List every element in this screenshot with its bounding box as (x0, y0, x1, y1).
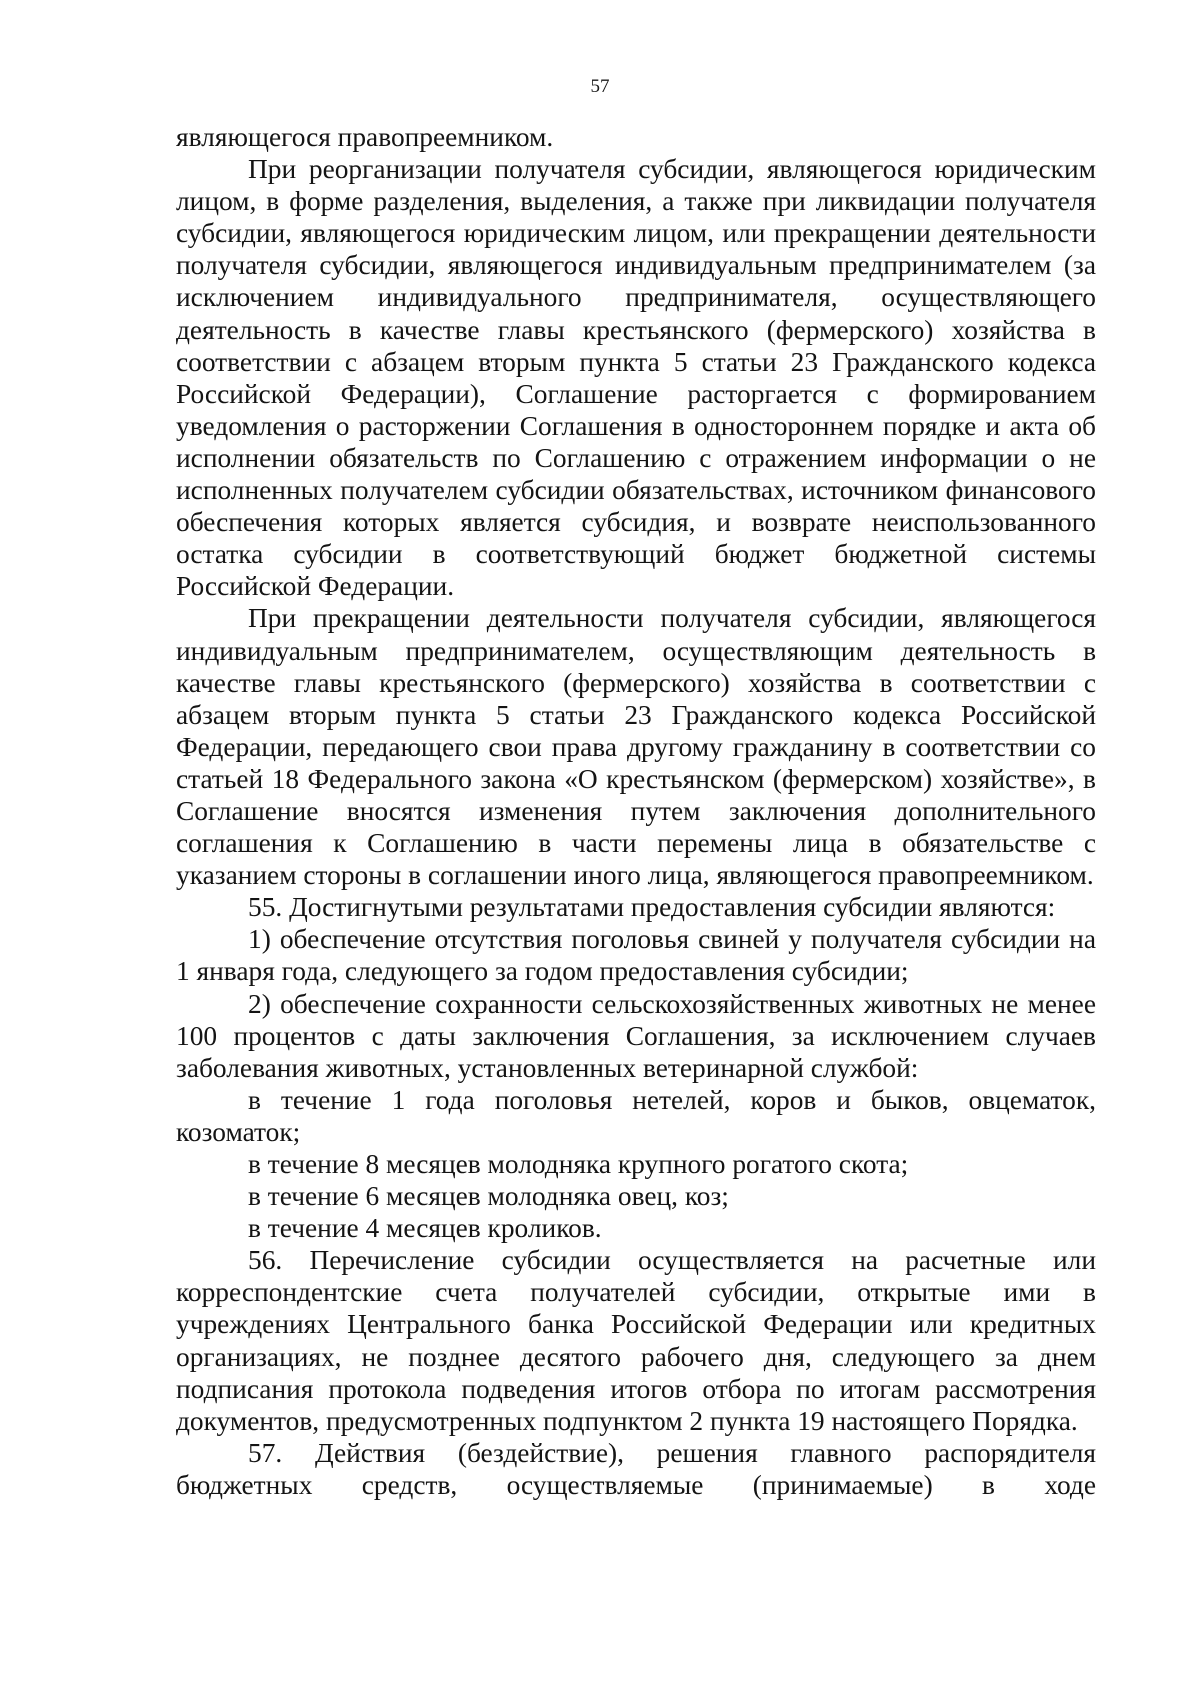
list-item-55-1: 1) обеспечение отсутствия поголовья свиней у получателя субсидии на 1 января года, следующего за годом предоставления субсидии; (176, 924, 1096, 987)
list-item-55-2: 2) обеспечение сохранности сельскохозяйственных животных не менее 100 процентов с даты заключения Соглашения, за исключением случаев заболевания животных, установленных ветеринарной службой: (176, 988, 1096, 1083)
paragraph-continuation: являющегося правопреемником. (176, 122, 554, 152)
paragraph-reorganization: При реорганизации получателя субсидии, являющегося юридическим лицом, в форме разделения, выделения, а также при ликвидации получателя субсидии, являющегося юридическим лицом, или прекращении деятельности получателя субсидии, являющегося индивидуальным предпринимателем (за исключением индивидуального предпринимателя, осуществляющего деятельность в качестве главы крестьянского (фермерского) хозяйства в соответствии с абзацем вторым пункта 5 статьи 23 Гражданского кодекса Российской Федерации), Соглашение расторгается с формированием уведомления о расторжении Соглашения в одностороннем порядке и акта об исполнении обязательств по Соглашению с отражением информации о не исполненных получателем субсидии обязательствах, источником финансового обеспечения которых является субсидия, и возврате неиспользованного остатка субсидии в соответствующий бюджет бюджетной системы Российской Федерации. (176, 154, 1096, 602)
paragraph-55-heading: 55. Достигнутыми результатами предоставления субсидии являются: (248, 892, 1056, 923)
list-subitem-1-year: в течение 1 года поголовья нетелей, коров и быков, овцематок, козоматок; (176, 1084, 1096, 1147)
paragraph-57: 57. Действия (бездействие), решения главного распорядителя бюджетных средств, осуществляемые (принимаемые) в ходе (176, 1437, 1096, 1500)
paragraph-56: 56. Перечисление субсидии осуществляется на расчетные или корреспондентские счета получателей субсидии, открытые ими в учреждениях Центрального банка Российской Федерации или кредитных организациях, не позднее десятого рабочего дня, следующего за днем подписания протокола подведения итогов отбора по итогам рассмотрения документов, предусмотренных подпунктом 2 пункта 19 настоящего Порядка. (176, 1245, 1096, 1436)
paragraph-farm-termination: При прекращении деятельности получателя субсидии, являющегося индивидуальным предпринимателем, осуществляющим деятельность в качестве главы крестьянского (фермерского) хозяйства в соответствии с абзацем вторым пункта 5 статьи 23 Гражданского кодекса Российской Федерации, передающего свои права другому гражданину в соответствии со статьей 18 Федерального закона «О крестьянском (фермерском) хозяйстве», в Соглашение вносятся изменения путем заключения дополнительного соглашения к Соглашению в части перемены лица в обязательстве с указанием стороны в соглашении иного лица, являющегося правопреемником. (176, 603, 1096, 891)
list-subitem-4-months: в течение 4 месяцев кроликов. (248, 1213, 602, 1244)
list-subitem-6-months: в течение 6 месяцев молодняка овец, коз; (248, 1181, 729, 1212)
document-body (176, 121, 1096, 1501)
page-number: 57 (590, 76, 610, 97)
list-subitem-8-months: в течение 8 месяцев молодняка крупного рогатого скота; (248, 1149, 909, 1179)
